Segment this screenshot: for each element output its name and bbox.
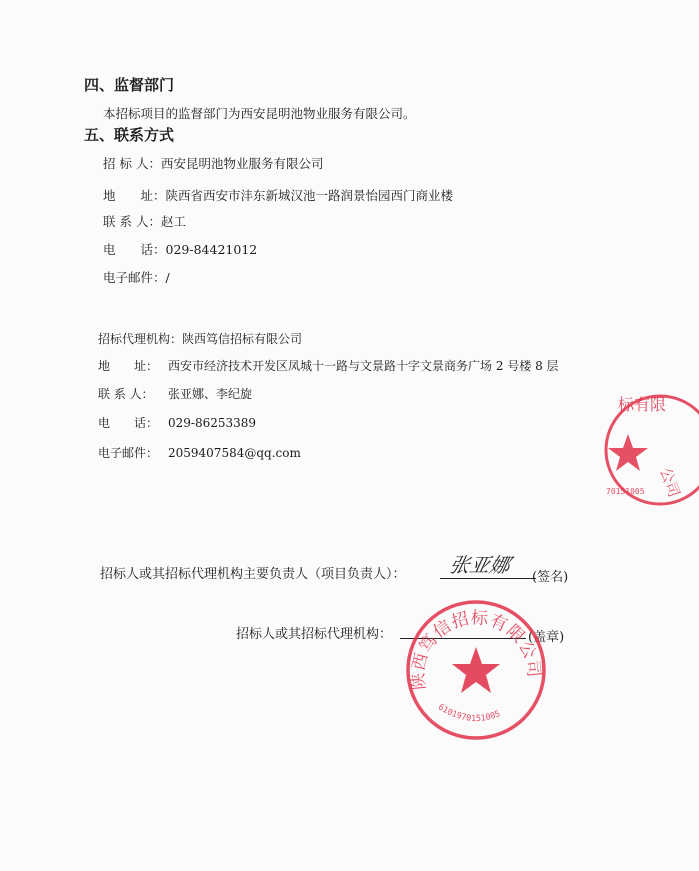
field-label: 联 系 人： [98,387,154,401]
signature-suffix: (签名) [532,570,569,585]
tenderer-name-row [103,154,323,172]
signature-label: 招标人或其招标代理机构主要负责人（项目负责人）： [100,567,406,582]
agency-address-row [98,357,559,374]
field-label: 电子邮件： [98,446,159,460]
svg-text:标有限: 标有限 [618,395,667,414]
company-seal-stamp [403,597,549,743]
signature-underline [440,578,536,579]
svg-text:公司: 公司 [656,465,684,500]
handwritten-signature: 张亚娜 [447,553,513,577]
tenderer-email-row [103,268,170,286]
field-label: 电子邮件： [103,270,166,285]
tenderer-contact-row [103,212,186,230]
agency-phone-row [98,414,256,431]
field-label: 电 话： [98,416,159,430]
section4-text: 本招标项目的监督部门为西安昆明池物业服务有限公司。 [103,106,416,121]
field-value: 2059407584@qq.com [168,446,301,460]
tenderer-address-row [103,186,453,204]
field-label: 招 标 人： [103,156,161,171]
agency-name-row [98,330,302,347]
field-label: 电 话： [103,242,166,257]
agency-email-row [98,444,301,461]
partial-seal-stamp [600,390,699,510]
field-value: 西安市经济技术开发区凤城十一路与文景路十字文景商务广场 2 号楼 8 层 [168,359,559,373]
field-label: 联 系 人： [103,214,161,229]
agency-contact-row [98,385,252,402]
field-label: 招标代理机构： [98,332,183,346]
svg-text:陕西笃信招标有限公司: 陕西笃信招标有限公司 [408,608,544,691]
field-value: 张亚娜、李纪旋 [168,387,253,401]
seal-suffix: (盖章) [528,630,565,645]
tenderer-phone-row [103,240,257,258]
field-label: 地 址： [98,359,159,373]
field-value: 029-84421012 [165,242,258,257]
section4-heading: 四、监督部门 [84,76,175,94]
field-value: 赵工 [160,214,186,229]
field-label: 地 址： [103,188,166,203]
field-value: 西安昆明池物业服务有限公司 [160,156,324,171]
svg-text:6101970151005: 6101970151005 [436,702,502,725]
field-value: / [165,270,170,285]
svg-text:70151005: 70151005 [606,487,645,496]
seal-label: 招标人或其招标代理机构： [236,627,393,642]
field-value: 陕西省西安市沣东新城汉池一路润景怡园西门商业楼 [165,188,454,203]
field-value: 陕西笃信招标有限公司 [182,332,303,346]
field-value: 029-86253389 [168,416,257,430]
section5-heading: 五、联系方式 [84,126,175,144]
